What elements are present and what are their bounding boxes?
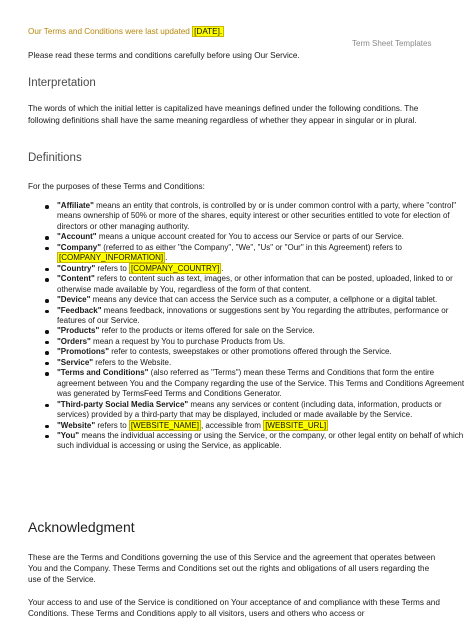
definition-item <box>57 295 469 305</box>
definition-item <box>57 243 469 264</box>
definition-tail: , accessible from <box>200 420 264 430</box>
definition-term: "Website" <box>57 420 96 430</box>
definition-term: "Service" <box>57 357 94 367</box>
definition-term: "You" <box>57 430 80 440</box>
definition-text: (also referred as "Terms") mean these Terms and Conditions that form the entire agreement between You and the Company regarding the use of the Service. This Terms and Conditions Agreement was generated by TermsFeed Terms and Conditions Generator. <box>57 368 465 399</box>
definition-text: means the individual accessing or using the Service, or the company, or other legal entity on behalf of which such individual is accessing or using the Service, as applicable. <box>57 430 464 451</box>
definition-text: refers to the Website. <box>93 357 172 367</box>
definition-text: (referred to as either "the Company", "We", "Us" or "Our" in this Agreement) refers to <box>101 242 402 252</box>
definition-item <box>57 347 469 357</box>
definition-term: "Country" <box>57 263 96 273</box>
placeholder-highlight: [COMPANY_INFORMATION] <box>59 253 164 263</box>
placeholder-highlight: [WEBSITE_NAME] <box>130 420 199 430</box>
definition-text: means feedback, innovations or suggestions sent by You regarding the attributes, performance or features of our Service. <box>57 305 449 325</box>
interpretation-paragraph: The words of which the initial letter is capitalized have meanings defined under the following conditions. The following definitions shall have the same meaning regardless of whether they appear in singular or in plural. <box>28 104 419 125</box>
last-updated-text: Our Terms and Conditions were last updated <box>28 27 193 36</box>
intro-paragraph: Please read these terms and conditions carefully before using Our Service. <box>28 51 300 60</box>
brand-watermark: Term Sheet Templates <box>352 39 432 48</box>
definition-term: "Account" <box>57 232 97 242</box>
definition-item <box>57 368 469 399</box>
definition-item <box>57 306 469 327</box>
definition-text: refers to <box>95 420 129 430</box>
placeholder-highlight: [COMPANY_COUNTRY] <box>131 263 220 273</box>
acknowledgment-paragraph-2: Your access to and use of the Service is conditioned on Your acceptance of and compliance with these Terms and Conditions. These Terms and Conditions apply to all visitors, users and others who access or <box>28 598 440 618</box>
definition-term: "Products" <box>57 326 100 336</box>
definitions-heading: Definitions <box>28 152 82 164</box>
acknowledgment-paragraph-1: These are the Terms and Conditions governing the use of this Service and the agreement that operates between You and the Company. These Terms and Conditions set out the rights and obligations of all users regarding the use of the Service. <box>28 553 436 584</box>
definition-term: "Affiliate" <box>57 201 94 210</box>
definition-item <box>57 421 469 431</box>
acknowledgment-heading: Acknowledgment <box>28 519 135 535</box>
definition-text: means a unique account created for You to access our Service or parts of our Service. <box>96 232 404 242</box>
placeholder-highlight: [WEBSITE_URL] <box>265 420 327 430</box>
last-updated-line <box>28 27 224 36</box>
definition-term: "Promotions" <box>57 347 110 357</box>
definition-text: refers to content such as text, images, or other information that can be posted, uploaded, linked to or otherwise made available by You, regardless of the form of that content. <box>57 274 453 294</box>
definition-item <box>57 326 469 336</box>
definition-item <box>57 400 469 421</box>
definition-item <box>57 201 469 232</box>
definition-term: "Company" <box>57 242 102 252</box>
date-placeholder: [DATE]. <box>194 27 223 36</box>
definition-term: "Terms and Conditions" <box>57 368 149 378</box>
definition-item <box>57 431 469 452</box>
definition-term: "Feedback" <box>57 305 102 315</box>
definitions-lead: For the purposes of these Terms and Conditions: <box>28 182 205 191</box>
definition-text: refer to contests, sweepstakes or other promotions offered through the Service. <box>109 347 392 357</box>
definition-item <box>57 274 469 295</box>
definition-item <box>57 358 469 368</box>
definition-term: "Content" <box>57 274 95 284</box>
definition-tail: . <box>221 263 224 273</box>
definition-text: refers to <box>95 263 130 273</box>
definition-text: means any device that can access the Service such as a computer, a cellphone or a digital tablet. <box>90 295 438 305</box>
definition-tail: . <box>165 253 168 263</box>
definition-text: means an entity that controls, is controlled by or is under common control with a party, where "control" means ownership of 50% or more of the shares, equity interest or other securities entitled to vote for election of directors or other managing authority. <box>57 201 457 231</box>
definition-text: refer to the products or items offered for sale on the Service. <box>99 326 315 336</box>
interpretation-heading: Interpretation <box>28 77 96 89</box>
definitions-list <box>28 201 469 452</box>
definition-term: "Device" <box>57 295 91 305</box>
definition-item <box>57 264 469 274</box>
definition-term: "Orders" <box>57 336 91 346</box>
definition-term: "Third-party Social Media Service" <box>57 399 189 409</box>
definition-text: means any services or content (including data, information, products or services) provided by a third-party that may be displayed, included or made available by the Service. <box>57 399 442 420</box>
definition-item <box>57 337 469 347</box>
definition-text: mean a request by You to purchase Products from Us. <box>90 336 286 346</box>
definition-item <box>57 232 469 242</box>
